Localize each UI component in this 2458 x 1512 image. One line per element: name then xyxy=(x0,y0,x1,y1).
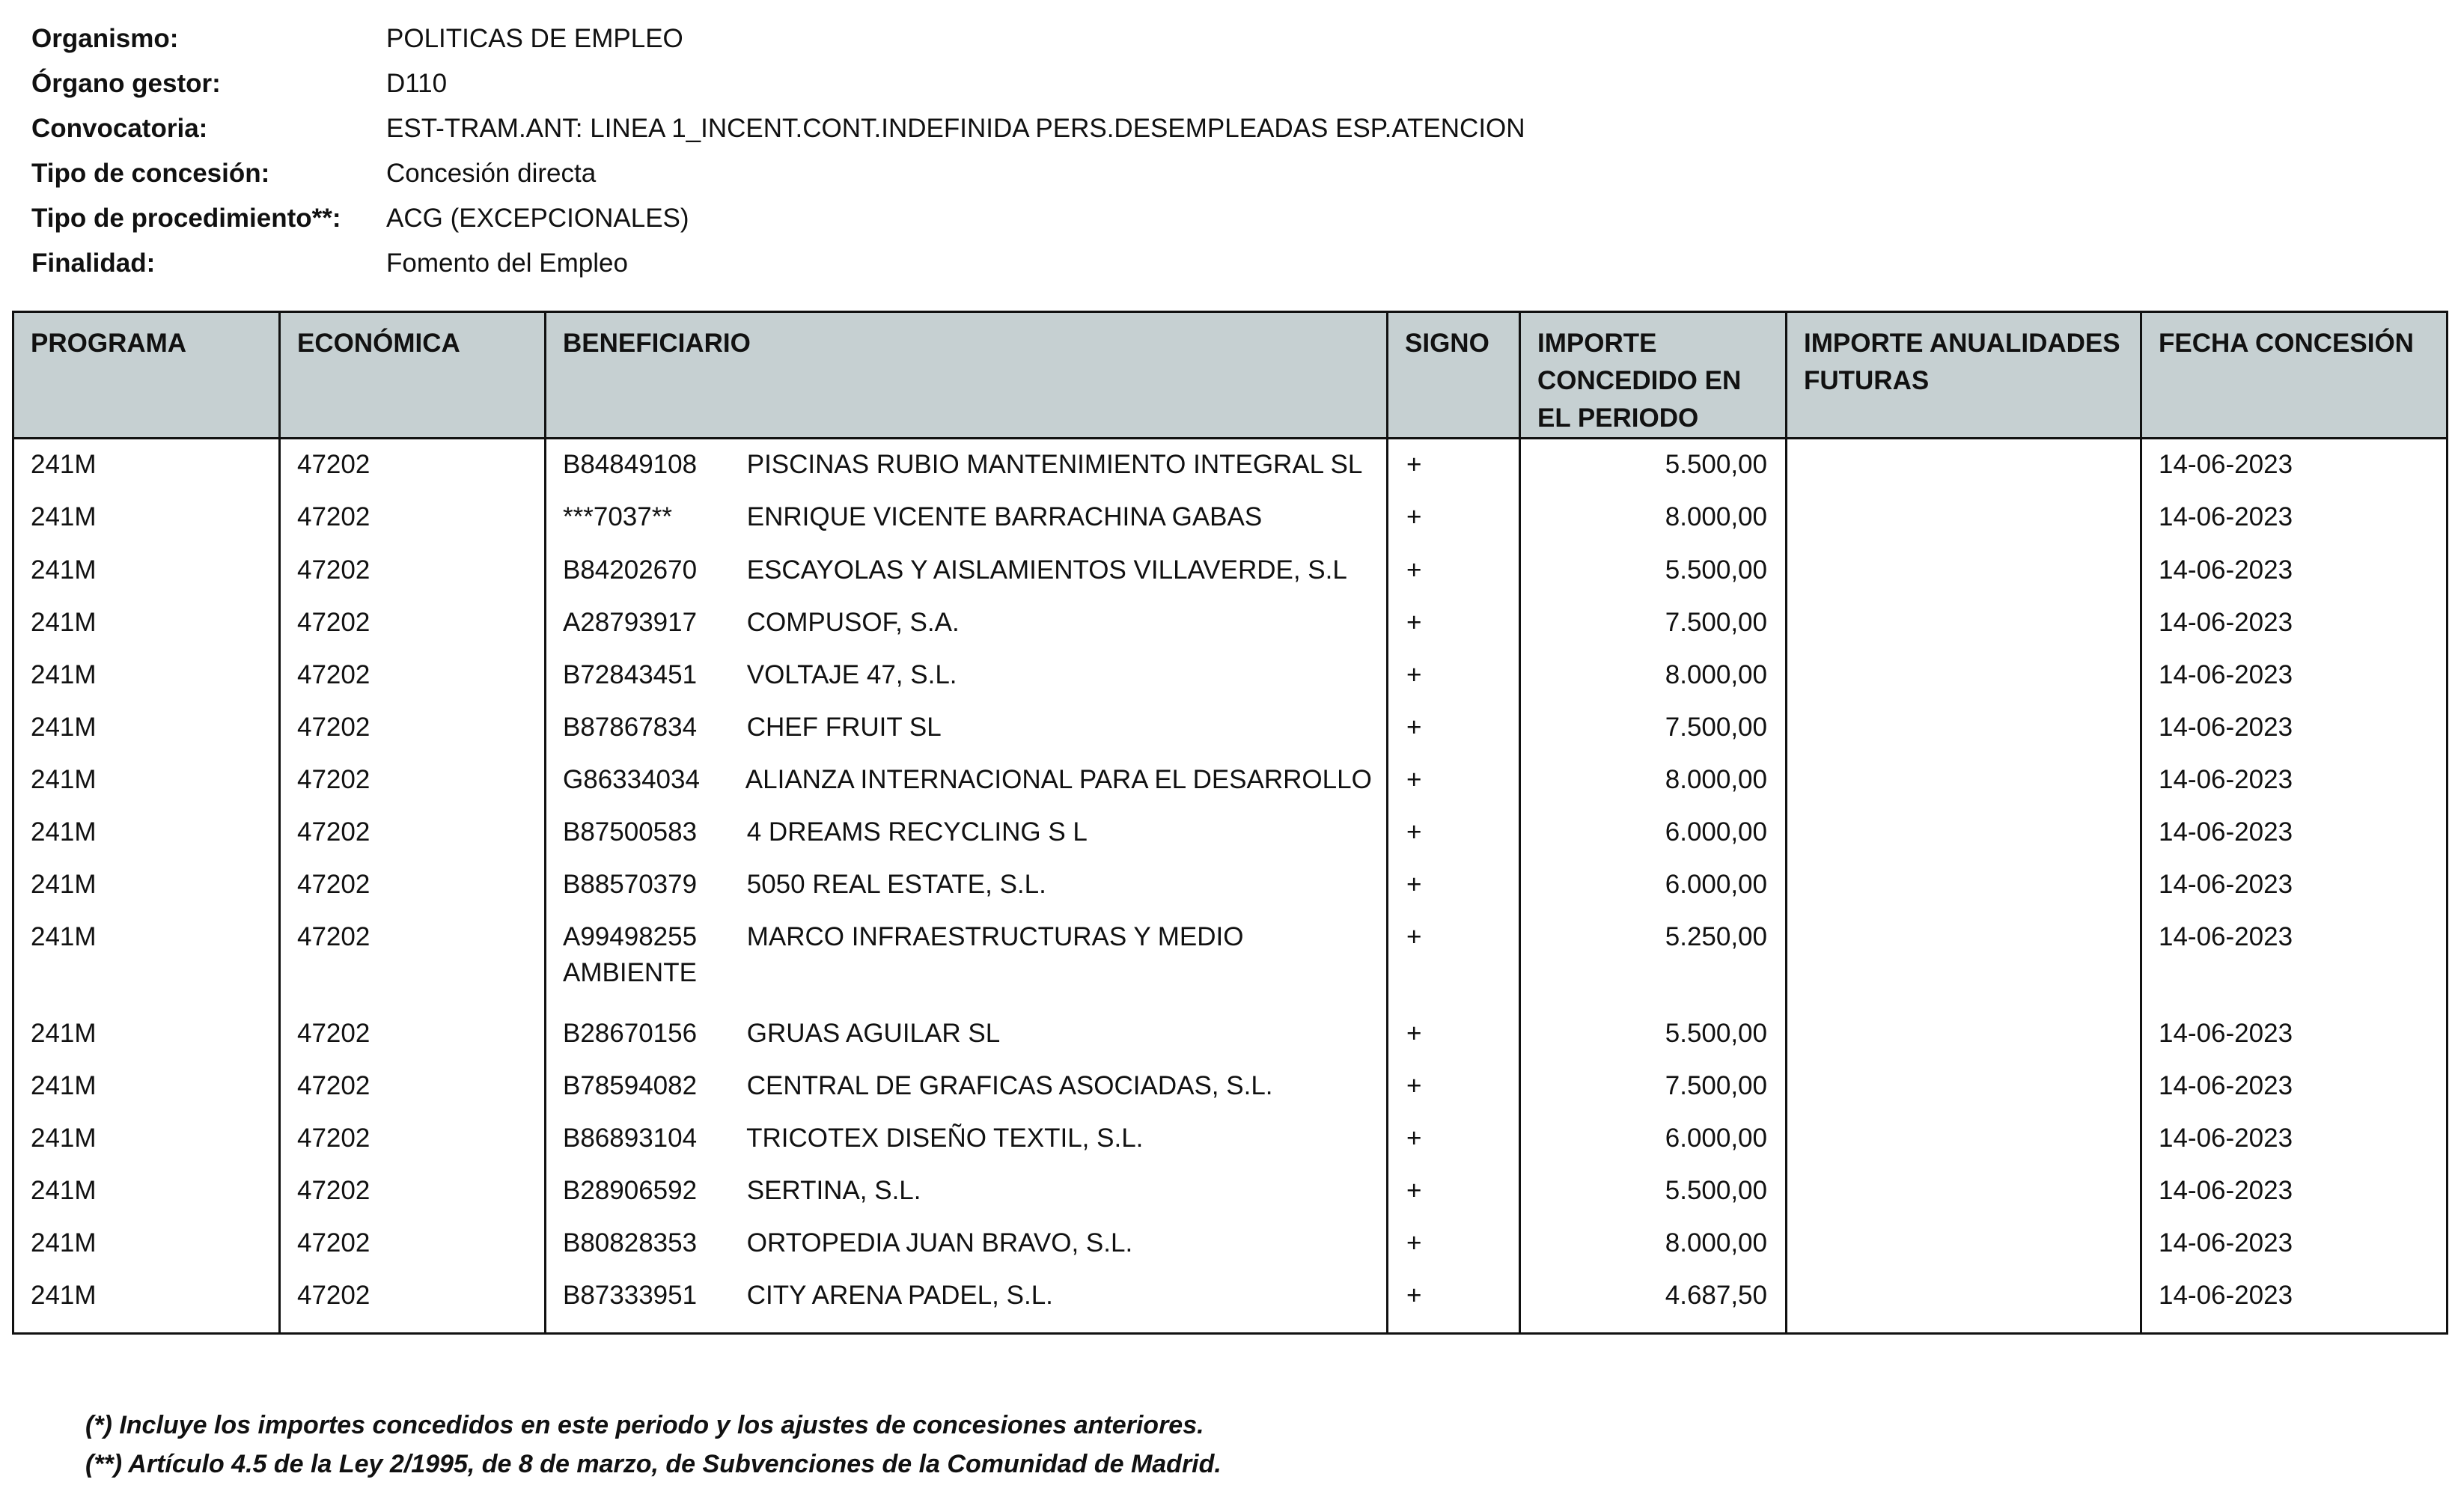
beneficiary-name: TRICOTEX DISEÑO TEXTIL, S.L. xyxy=(746,1123,1144,1153)
cell-importe-futuras xyxy=(1787,807,2141,859)
table-header xyxy=(13,312,2448,439)
column-header-economica: ECONÓMICA xyxy=(280,312,546,439)
cell-economica: 47202 xyxy=(280,912,546,1008)
beneficiary-nif: B84849108 xyxy=(563,450,698,479)
cell-signo: + xyxy=(1388,755,1520,807)
cell-importe-concedido: 6.000,00 xyxy=(1520,1113,1787,1165)
spacer-cell xyxy=(546,1323,1388,1333)
grants-table xyxy=(12,311,2448,1335)
beneficiary-nif: A28793917 xyxy=(563,607,698,637)
cell-importe-futuras xyxy=(1787,439,2141,493)
cell-importe-concedido: 7.500,00 xyxy=(1520,1061,1787,1113)
column-header-importe-futuras: IMPORTE ANUALIDADES FUTURAS xyxy=(1787,312,2141,439)
beneficiary-nif: B28906592 xyxy=(563,1176,698,1205)
cell-fecha-concesion: 14-06-2023 xyxy=(2141,492,2448,544)
beneficiary-name: ORTOPEDIA JUAN BRAVO, S.L. xyxy=(746,1228,1133,1258)
cell-beneficiario xyxy=(546,1113,1388,1165)
beneficiary-name: COMPUSOF, S.A. xyxy=(746,607,960,637)
cell-fecha-concesion: 14-06-2023 xyxy=(2141,1218,2448,1270)
meta-label: Organismo: xyxy=(31,24,179,53)
cell-fecha-concesion: 14-06-2023 xyxy=(2141,1113,2448,1165)
beneficiary-name: 4 DREAMS RECYCLING S L xyxy=(746,817,1088,847)
cell-fecha-concesion: 14-06-2023 xyxy=(2141,807,2448,859)
cell-programa: 241M xyxy=(13,1113,280,1165)
beneficiary-name: VOLTAJE 47, S.L. xyxy=(746,659,957,689)
cell-importe-futuras xyxy=(1787,1270,2141,1323)
cell-importe-futuras xyxy=(1787,597,2141,650)
table-body xyxy=(13,439,2448,1334)
cell-signo: + xyxy=(1388,650,1520,702)
cell-beneficiario xyxy=(546,439,1388,493)
table-row xyxy=(13,807,2448,859)
beneficiary-nif: B87867834 xyxy=(563,712,698,742)
cell-beneficiario xyxy=(546,492,1388,544)
cell-economica: 47202 xyxy=(280,597,546,650)
cell-importe-futuras xyxy=(1787,702,2141,755)
beneficiary-name: MARCO INFRAESTRUCTURAS Y MEDIO AMBIENTE xyxy=(563,922,1244,988)
cell-programa: 241M xyxy=(13,1270,280,1323)
cell-economica: 47202 xyxy=(280,492,546,544)
cell-beneficiario xyxy=(546,807,1388,859)
cell-importe-concedido: 7.500,00 xyxy=(1520,702,1787,755)
footnotes xyxy=(85,1406,1222,1484)
cell-importe-futuras xyxy=(1787,755,2141,807)
cell-importe-concedido: 8.000,00 xyxy=(1520,492,1787,544)
cell-signo: + xyxy=(1388,1165,1520,1218)
cell-beneficiario xyxy=(546,650,1388,702)
cell-economica: 47202 xyxy=(280,1270,546,1323)
beneficiary-nif: B80828353 xyxy=(563,1228,698,1258)
cell-economica: 47202 xyxy=(280,545,546,597)
meta-row-convocatoria xyxy=(31,106,2427,151)
cell-economica: 47202 xyxy=(280,755,546,807)
spacer-cell xyxy=(1388,1323,1520,1333)
cell-beneficiario xyxy=(546,1008,1388,1061)
cell-fecha-concesion: 14-06-2023 xyxy=(2141,1008,2448,1061)
beneficiary-name: ENRIQUE VICENTE BARRACHINA GABAS xyxy=(746,502,1263,532)
cell-importe-concedido: 5.500,00 xyxy=(1520,545,1787,597)
cell-signo: + xyxy=(1388,1008,1520,1061)
cell-importe-concedido: 5.250,00 xyxy=(1520,912,1787,1008)
cell-programa: 241M xyxy=(13,859,280,912)
cell-beneficiario xyxy=(546,755,1388,807)
cell-importe-futuras xyxy=(1787,859,2141,912)
cell-programa: 241M xyxy=(13,1165,280,1218)
cell-importe-concedido: 4.687,50 xyxy=(1520,1270,1787,1323)
cell-economica: 47202 xyxy=(280,439,546,493)
meta-value: POLITICAS DE EMPLEO xyxy=(386,24,683,53)
cell-programa: 241M xyxy=(13,1008,280,1061)
cell-fecha-concesion: 14-06-2023 xyxy=(2141,1270,2448,1323)
cell-signo: + xyxy=(1388,439,1520,493)
meta-value: EST-TRAM.ANT: LINEA 1_INCENT.CONT.INDEFINIDA PERS.DESEMPLEADAS ESP.ATENCION xyxy=(386,114,1525,143)
cell-beneficiario xyxy=(546,702,1388,755)
beneficiary-name: SERTINA, S.L. xyxy=(746,1176,921,1205)
cell-importe-concedido: 6.000,00 xyxy=(1520,859,1787,912)
cell-importe-futuras xyxy=(1787,545,2141,597)
cell-programa: 241M xyxy=(13,439,280,493)
beneficiary-nif: B87500583 xyxy=(563,817,698,847)
meta-row-organo-gestor xyxy=(31,61,2427,106)
footnote-importes: (*) Incluye los importes concedidos en este periodo y los ajustes de concesiones anteriores. xyxy=(85,1411,1204,1439)
cell-programa: 241M xyxy=(13,755,280,807)
cell-programa: 241M xyxy=(13,912,280,1008)
table-row xyxy=(13,1113,2448,1165)
table-row xyxy=(13,912,2448,1008)
beneficiary-nif: B28670156 xyxy=(563,1018,698,1048)
cell-importe-concedido: 5.500,00 xyxy=(1520,439,1787,493)
meta-label: Tipo de procedimiento**: xyxy=(31,204,341,233)
column-header-beneficiario: BENEFICIARIO xyxy=(546,312,1388,439)
meta-label: Convocatoria: xyxy=(31,114,208,143)
meta-value: ACG (EXCEPCIONALES) xyxy=(386,204,689,233)
meta-value: D110 xyxy=(386,69,448,98)
beneficiary-nif: A99498255 xyxy=(563,922,698,952)
cell-importe-futuras xyxy=(1787,1113,2141,1165)
cell-economica: 47202 xyxy=(280,1008,546,1061)
cell-importe-futuras xyxy=(1787,1008,2141,1061)
beneficiary-name: CHEF FRUIT SL xyxy=(746,712,942,742)
meta-row-tipo-procedimiento xyxy=(31,196,2427,241)
cell-fecha-concesion: 14-06-2023 xyxy=(2141,650,2448,702)
cell-importe-futuras xyxy=(1787,912,2141,1008)
cell-signo: + xyxy=(1388,912,1520,1008)
table-row xyxy=(13,1218,2448,1270)
table-row xyxy=(13,1270,2448,1323)
cell-programa: 241M xyxy=(13,597,280,650)
cell-signo: + xyxy=(1388,1061,1520,1113)
column-header-importe-concedido: IMPORTE CONCEDIDO EN EL PERIODO xyxy=(1520,312,1787,439)
table-row xyxy=(13,545,2448,597)
cell-signo: + xyxy=(1388,859,1520,912)
meta-value: Fomento del Empleo xyxy=(386,249,628,278)
cell-economica: 47202 xyxy=(280,650,546,702)
cell-economica: 47202 xyxy=(280,1113,546,1165)
meta-row-finalidad xyxy=(31,241,2427,286)
column-header-programa: PROGRAMA xyxy=(13,312,280,439)
beneficiary-name: ALIANZA INTERNACIONAL PARA EL DESARROLLO xyxy=(745,765,1372,795)
cell-economica: 47202 xyxy=(280,807,546,859)
column-header-signo: SIGNO xyxy=(1388,312,1520,439)
cell-programa: 241M xyxy=(13,702,280,755)
cell-economica: 47202 xyxy=(280,1218,546,1270)
meta-row-organismo xyxy=(31,16,2427,61)
table-row xyxy=(13,492,2448,544)
cell-beneficiario xyxy=(546,859,1388,912)
cell-economica: 47202 xyxy=(280,859,546,912)
cell-signo: + xyxy=(1388,1113,1520,1165)
beneficiary-nif: B84202670 xyxy=(563,555,698,585)
cell-importe-concedido: 8.000,00 xyxy=(1520,1218,1787,1270)
meta-label: Tipo de concesión: xyxy=(31,159,270,188)
cell-importe-futuras xyxy=(1787,650,2141,702)
cell-importe-concedido: 5.500,00 xyxy=(1520,1008,1787,1061)
table-row xyxy=(13,597,2448,650)
beneficiary-name: CITY ARENA PADEL, S.L. xyxy=(746,1281,1053,1311)
spacer-cell xyxy=(1787,1323,2141,1333)
cell-programa: 241M xyxy=(13,807,280,859)
cell-programa: 241M xyxy=(13,650,280,702)
header-row xyxy=(13,312,2448,439)
cell-signo: + xyxy=(1388,597,1520,650)
beneficiary-nif: B78594082 xyxy=(563,1070,698,1100)
table-row xyxy=(13,650,2448,702)
cell-signo: + xyxy=(1388,1270,1520,1323)
cell-programa: 241M xyxy=(13,1061,280,1113)
beneficiary-name: GRUAS AGUILAR SL xyxy=(746,1018,1001,1048)
cell-economica: 47202 xyxy=(280,1061,546,1113)
beneficiary-nif: B72843451 xyxy=(563,659,698,689)
cell-signo: + xyxy=(1388,492,1520,544)
cell-fecha-concesion: 14-06-2023 xyxy=(2141,1165,2448,1218)
cell-importe-concedido: 7.500,00 xyxy=(1520,597,1787,650)
cell-fecha-concesion: 14-06-2023 xyxy=(2141,859,2448,912)
cell-signo: + xyxy=(1388,702,1520,755)
beneficiary-name: 5050 REAL ESTATE, S.L. xyxy=(746,870,1046,900)
cell-fecha-concesion: 14-06-2023 xyxy=(2141,1061,2448,1113)
table-row xyxy=(13,1061,2448,1113)
spacer-cell xyxy=(13,1323,280,1333)
table-row xyxy=(13,859,2448,912)
cell-beneficiario xyxy=(546,597,1388,650)
footnote-ley: (**) Artículo 4.5 de la Ley 2/1995, de 8 de marzo, de Subvenciones de la Comunidad de Madrid. xyxy=(85,1450,1222,1478)
cell-fecha-concesion: 14-06-2023 xyxy=(2141,597,2448,650)
beneficiary-name: ESCAYOLAS Y AISLAMIENTOS VILLAVERDE, S.L xyxy=(746,555,1347,585)
cell-beneficiario xyxy=(546,1165,1388,1218)
cell-importe-futuras xyxy=(1787,1165,2141,1218)
cell-beneficiario xyxy=(546,1218,1388,1270)
cell-importe-concedido: 6.000,00 xyxy=(1520,807,1787,859)
cell-signo: + xyxy=(1388,1218,1520,1270)
beneficiary-nif: B86893104 xyxy=(563,1123,698,1153)
spacer-cell xyxy=(2141,1323,2448,1333)
beneficiary-name: CENTRAL DE GRAFICAS ASOCIADAS, S.L. xyxy=(746,1070,1273,1100)
table-row xyxy=(13,755,2448,807)
meta-row-tipo-concesion xyxy=(31,151,2427,196)
cell-programa: 241M xyxy=(13,1218,280,1270)
meta-label: Finalidad: xyxy=(31,249,156,278)
table-row xyxy=(13,439,2448,493)
table-row xyxy=(13,1008,2448,1061)
beneficiary-name: PISCINAS RUBIO MANTENIMIENTO INTEGRAL SL xyxy=(746,450,1363,479)
cell-economica: 47202 xyxy=(280,702,546,755)
table-row xyxy=(13,702,2448,755)
cell-fecha-concesion: 14-06-2023 xyxy=(2141,545,2448,597)
cell-importe-futuras xyxy=(1787,1061,2141,1113)
cell-beneficiario xyxy=(546,1270,1388,1323)
cell-economica: 47202 xyxy=(280,1165,546,1218)
cell-signo: + xyxy=(1388,545,1520,597)
cell-fecha-concesion: 14-06-2023 xyxy=(2141,439,2448,493)
cell-fecha-concesion: 14-06-2023 xyxy=(2141,702,2448,755)
beneficiary-nif: ***7037** xyxy=(563,502,672,532)
cell-fecha-concesion: 14-06-2023 xyxy=(2141,755,2448,807)
table-spacer-row xyxy=(13,1323,2448,1333)
meta-label: Órgano gestor: xyxy=(31,69,221,98)
cell-importe-concedido: 8.000,00 xyxy=(1520,650,1787,702)
beneficiary-nif: B87333951 xyxy=(563,1281,698,1311)
cell-programa: 241M xyxy=(13,492,280,544)
cell-programa: 241M xyxy=(13,545,280,597)
cell-beneficiario xyxy=(546,912,1388,1008)
column-header-fecha-concesion: FECHA CONCESIÓN xyxy=(2141,312,2448,439)
beneficiary-nif: B88570379 xyxy=(563,870,698,900)
meta-value: Concesión directa xyxy=(386,159,597,188)
spacer-cell xyxy=(1520,1323,1787,1333)
cell-importe-futuras xyxy=(1787,1218,2141,1270)
cell-importe-concedido: 8.000,00 xyxy=(1520,755,1787,807)
cell-importe-concedido: 5.500,00 xyxy=(1520,1165,1787,1218)
cell-importe-futuras xyxy=(1787,492,2141,544)
cell-beneficiario xyxy=(546,545,1388,597)
cell-fecha-concesion: 14-06-2023 xyxy=(2141,912,2448,1008)
cell-signo: + xyxy=(1388,807,1520,859)
cell-beneficiario xyxy=(546,1061,1388,1113)
spacer-cell xyxy=(280,1323,546,1333)
beneficiary-nif: G86334034 xyxy=(563,765,700,795)
table-row xyxy=(13,1165,2448,1218)
document-header xyxy=(31,16,2427,286)
